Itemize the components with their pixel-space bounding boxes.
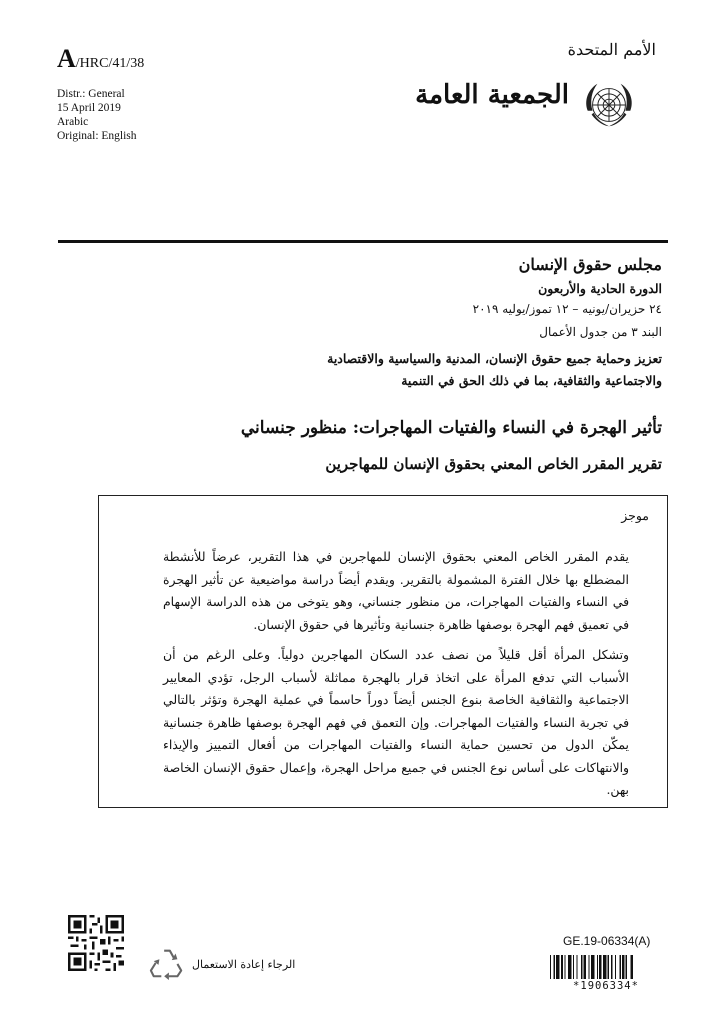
session-number: الدورة الحادية والأربعون: [538, 281, 662, 296]
report-title: تأثير الهجرة في النساء والفتيات المهاجرات: منظور جنساني: [240, 418, 662, 438]
document-symbol: [57, 44, 144, 74]
agenda-title: [62, 348, 662, 392]
header-divider: [58, 240, 668, 243]
distribution-block: [57, 87, 137, 143]
job-number: GE.19-06334(A): [563, 934, 651, 948]
symbol-rest: /HRC/41/38: [75, 56, 145, 71]
summary-box: [98, 495, 668, 808]
report-subtitle: تقرير المقرر الخاص المعني بحقوق الإنسان للمهاجرين: [325, 455, 662, 473]
recycle-text: الرجاء إعادة الاستعمال: [192, 958, 296, 971]
agenda-title-line: والاجتماعية والثقافية، بما في ذلك الحق في التنمية: [401, 373, 662, 388]
date-line: 15 April 2019: [57, 102, 121, 114]
session-dates: ٢٤ حزيران/يونيه – ١٢ تموز/يوليه ٢٠١٩: [472, 302, 662, 316]
general-assembly-title: الجمعية العامة: [415, 80, 569, 110]
summary-heading: موجز: [621, 508, 649, 523]
language-line: Arabic: [57, 116, 89, 128]
council-name: مجلس حقوق الإنسان: [518, 255, 662, 274]
agenda-item: البند ٣ من جدول الأعمال: [539, 325, 662, 339]
recycle-icon: [148, 945, 186, 981]
summary-paragraph: وتشكل المرأة أقل قليلاً من نصف عدد السكان المهاجرين دولياً. وعلى الرغم من أن الأسباب التي تدفع المرأة على اتخاذ قرار بالهجرة مماثلة لأسباب الرجل، تؤدي المعايير الاجتماعية والثقافية الخاصة بنوع الجنس أيضاً دوراً حاسماً في عملية الهجرة وتؤثر بالتالي في تجربة النساء والفتيات المهاجرات. وإن التعمق في فهم الهجرة بوصفها ظاهرة جنسانية يمكّن الدول من تحسين حماية النساء والفتيات المهاجرات من أفعال التمييز والإيذاء والانتهاكات على أساس نوع الجنس في جميع مراحل الهجرة، وإعمال حقوق الإنسان الخاصة بهن.: [163, 647, 629, 798]
symbol-prefix: A: [57, 44, 76, 73]
summary-paragraph: يقدم المقرر الخاص المعني بحقوق الإنسان للمهاجرين في هذا التقرير، عرضاً للأنشطة المضطلع بها خلال الفترة المشمولة بالتقرير. ويقدم أيضاً دراسة مواضيعية عن تأثير الهجرة في النساء والفتيات المهاجرات، من منظور جنساني، وهو يتوخى من هذه الدراسة الإسهام في تعميق فهم الهجرة بوصفها ظاهرة جنسانية وتأثيرها في حقوق الإنسان.: [163, 549, 629, 632]
qr-code-icon: [68, 915, 124, 971]
organization-name: الأمم المتحدة: [567, 40, 656, 59]
un-emblem-icon: [580, 76, 638, 134]
original-language-line: Original: English: [57, 130, 137, 142]
barcode-number: *1906334*: [573, 980, 639, 992]
barcode-icon: [550, 955, 662, 979]
distribution-line: Distr.: General: [57, 88, 125, 100]
agenda-title-line: تعزيز وحماية جميع حقوق الإنسان، المدنية والسياسية والاقتصادية: [327, 351, 662, 366]
